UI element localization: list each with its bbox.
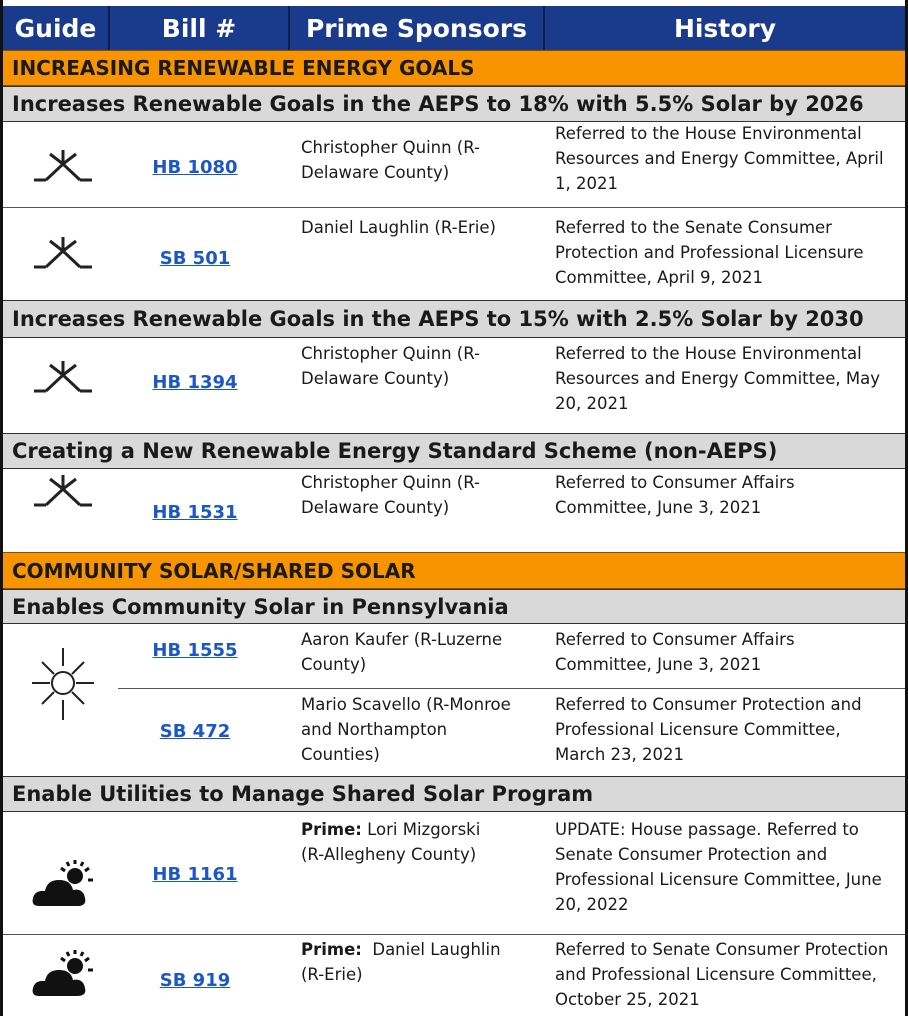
sponsor-line: (R-Erie) [301, 965, 363, 984]
header-bill-label: Bill # [161, 13, 237, 43]
sunrise-icon [28, 473, 98, 513]
cloudy-sun-icon [31, 948, 101, 1000]
row-divider [3, 207, 905, 208]
sponsor-line: Mario Scavello (R-Monroe [301, 695, 511, 714]
subsection-title: Creating a New Renewable Energy Standard Scheme (non-AEPS) [12, 439, 778, 463]
history-line: Committee, June 3, 2021 [555, 655, 762, 674]
bill-link[interactable]: HB 1394 [152, 372, 238, 393]
history-line: 20, 2022 [555, 895, 629, 914]
section-title: COMMUNITY SOLAR/SHARED SOLAR [12, 558, 416, 583]
section-heading [3, 50, 905, 86]
history-line: Referred to the Senate Consumer [555, 218, 832, 237]
prime-label: Prime: [301, 940, 362, 959]
history-cell [555, 470, 795, 520]
column-header-sponsors [290, 6, 545, 50]
subsection-title: Enable Utilities to Manage Shared Solar Program [12, 782, 594, 806]
sponsor-name: Daniel Laughlin [361, 940, 501, 959]
row-divider [3, 934, 905, 935]
history-cell [555, 341, 880, 416]
sponsor-cell [301, 215, 496, 240]
bill-link[interactable]: HB 1080 [152, 157, 238, 178]
sponsor-cell [301, 341, 480, 391]
history-line: Referred to Consumer Affairs [555, 473, 795, 492]
sponsor-cell [301, 692, 511, 767]
sponsor-line: Christopher Quinn (R- [301, 138, 480, 157]
history-line: UPDATE: House passage. Referred to [555, 820, 859, 839]
sunrise-icon [28, 148, 98, 188]
prime-label: Prime: [301, 820, 362, 839]
subsection-heading [3, 589, 905, 624]
sponsor-cell [301, 817, 480, 867]
subsection-heading [3, 776, 905, 812]
bill-link[interactable]: SB 919 [159, 970, 231, 991]
subsection-title: Enables Community Solar in Pennsylvania [12, 594, 509, 619]
history-line: Resources and Energy Committee, April [555, 149, 884, 168]
sponsor-line [301, 937, 501, 962]
history-line: and Professional Licensure Committee, [555, 965, 877, 984]
section-heading [3, 552, 905, 589]
history-cell [555, 121, 884, 196]
history-cell [555, 627, 795, 677]
sponsor-line: Delaware County) [301, 498, 450, 517]
history-line: October 25, 2021 [555, 990, 700, 1009]
subsection-heading [3, 433, 905, 469]
cloudy-sun-icon [31, 858, 101, 910]
history-cell [555, 937, 888, 1012]
sunrise-icon [28, 359, 98, 399]
history-line: Referred to Consumer Affairs [555, 630, 795, 649]
history-line: Referred to Senate Consumer Protection [555, 940, 889, 959]
history-line: Referred to the House Environmental [555, 124, 862, 143]
sponsor-line: Christopher Quinn (R- [301, 473, 480, 492]
history-line: Resources and Energy Committee, May [555, 369, 880, 388]
row-divider [118, 688, 905, 689]
subsection-heading [3, 300, 905, 338]
sponsor-cell [301, 627, 502, 677]
sponsor-line: (R-Allegheny County) [301, 845, 477, 864]
bill-link[interactable]: HB 1555 [152, 640, 238, 661]
header-sponsors-label: Prime Sponsors [305, 13, 528, 43]
sponsor-line: Daniel Laughlin (R-Erie) [301, 218, 496, 237]
subsection-heading [3, 86, 905, 122]
history-cell [555, 215, 864, 290]
sunrise-icon [28, 235, 98, 275]
history-line: 20, 2021 [555, 394, 629, 413]
sponsor-line: and Northampton [301, 720, 448, 739]
bill-link[interactable]: SB 501 [159, 248, 231, 269]
column-header-guide [3, 6, 110, 50]
sponsor-line: County) [301, 655, 367, 674]
sponsor-line: Delaware County) [301, 369, 450, 388]
history-line: Committee, June 3, 2021 [555, 498, 762, 517]
sponsor-line: Aaron Kaufer (R-Luzerne [301, 630, 503, 649]
history-line: Professional Licensure Committee, June [555, 870, 882, 889]
history-line: March 23, 2021 [555, 745, 685, 764]
column-header-history [545, 6, 905, 50]
history-line: Referred to Consumer Protection and [555, 695, 862, 714]
history-line: Professional Licensure Committee, [555, 720, 841, 739]
history-cell [555, 692, 862, 767]
history-line: Senate Consumer Protection and [555, 845, 828, 864]
history-line: Referred to the House Environmental [555, 344, 862, 363]
column-header-bill [110, 6, 290, 50]
sponsor-line [301, 817, 480, 842]
sponsor-line: Christopher Quinn (R- [301, 344, 480, 363]
subsection-title: Increases Renewable Goals in the AEPS to 18% with 5.5% Solar by 2026 [12, 92, 864, 116]
subsection-title: Increases Renewable Goals in the AEPS to 15% with 2.5% Solar by 2030 [12, 307, 864, 331]
history-line: Protection and Professional Licensure [555, 243, 864, 262]
sponsor-line: Delaware County) [301, 163, 450, 182]
bill-link[interactable]: SB 472 [159, 721, 231, 742]
history-cell [555, 817, 882, 917]
header-history-label: History [673, 13, 777, 43]
sponsor-cell [301, 135, 480, 185]
sponsor-cell [301, 937, 501, 987]
history-line: Committee, April 9, 2021 [555, 268, 764, 287]
bill-link[interactable]: HB 1161 [152, 864, 238, 885]
header-guide-label: Guide [14, 13, 97, 43]
sponsor-cell [301, 470, 480, 520]
sun-icon [30, 642, 96, 724]
bill-link[interactable]: HB 1531 [152, 502, 238, 523]
sponsor-name: Lori Mizgorski [361, 820, 481, 839]
section-title: INCREASING RENEWABLE ENERGY GOALS [12, 56, 475, 80]
sponsor-line: Counties) [301, 745, 380, 764]
history-line: 1, 2021 [555, 174, 618, 193]
